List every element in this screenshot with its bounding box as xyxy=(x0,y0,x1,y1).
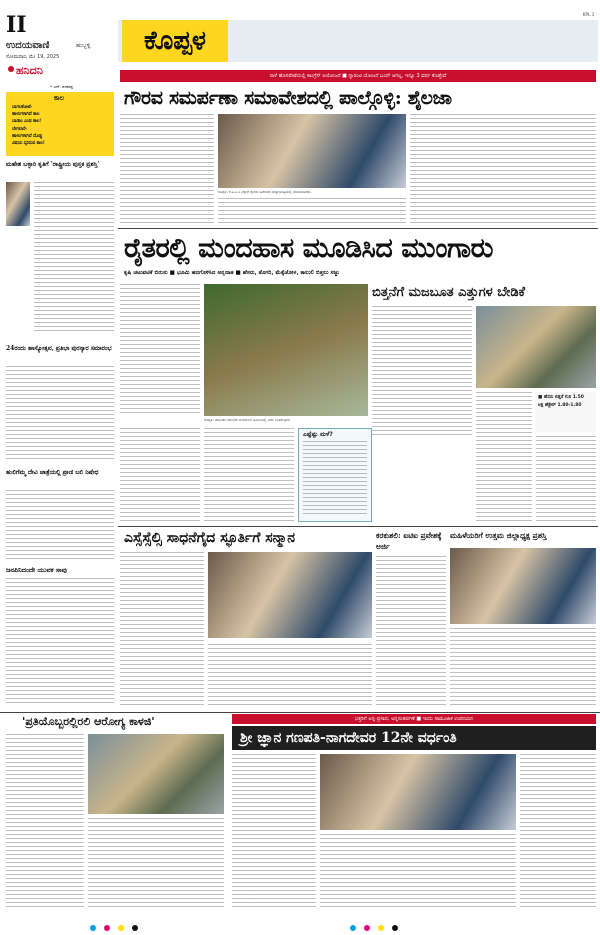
poem-line: ವಿಷಯ ಸ್ಕರಿಸುವ ಕಾಲ! xyxy=(12,141,45,147)
registration-dot xyxy=(350,925,356,931)
main-photo-caption: ಕೊಪ್ಪಳ: ತಾಲೂಕಿನ ಹಲವೆಡೆ ಮಳೆಯಿಂದ ಜಮೀನಿನಲ್ಲಿ ನೀರು ನಿಂತಿರುವುದು. xyxy=(204,418,291,422)
column-word: ಕಾಲ xyxy=(54,94,65,102)
registration-dot xyxy=(364,925,370,931)
health-body xyxy=(6,734,84,910)
seed-box-photo xyxy=(476,306,596,388)
masthead-date: ಸೋಮವಾರ, ಮೇ 19, 2025 xyxy=(6,54,60,60)
lead-body-right xyxy=(410,114,596,226)
awards-photo xyxy=(208,552,372,638)
women-award-photo xyxy=(450,548,596,624)
rain-box-title: ಎಷ್ಟೆಷ್ಟು ಮಳೆ? xyxy=(303,431,333,438)
registration-dot xyxy=(132,925,138,931)
temple-headline: ಶ್ರೀ ಜ್ಞಾನ ಗಣಪತಿ-ನಾಗದೇವರ 12ನೇ ವರ್ಧಂತಿ xyxy=(240,730,457,746)
stats-line: ■ ಹೆಸರು ಬಿತ್ತನೆ ಗುರಿ 1.50 xyxy=(538,395,584,400)
story-photo xyxy=(6,182,30,226)
lead-body-mid xyxy=(218,198,406,226)
registration-marks xyxy=(90,916,141,935)
stats-box xyxy=(536,392,596,432)
top-banner-text: ನಾಳೆ ಹೊಸಪೇಟೆಯಲ್ಲಿ ಕಾಂಗ್ರೆಸ್ ಆಯೋಜನೆ ■ ಗ್ಯಾರಂಟಿ ಯೋಜನೆ ಬಂದ್ ಆಗಲ್ಲ, ಇನ್ನೂ 3 ವರ್ಷ ಕೊಡ್ತೇವೆ xyxy=(269,73,447,79)
temple-banner-text: ಭಕ್ತರಿಗೆ ಅನ್ನ-ಪ್ರಸಾದ, ಅನ್ನಸಂತರ್ಪಣೆ ■ ಇಂದು ಸಾಮೂಹಿಕ ಉಪನಯನ xyxy=(355,716,473,722)
divider xyxy=(118,526,598,527)
poem-line: ಬೇಗಲಾರೆ- xyxy=(12,126,28,132)
seed-box-body-col1 xyxy=(372,306,472,436)
story-body xyxy=(6,366,114,462)
rain-box xyxy=(298,428,372,522)
registration-dot xyxy=(104,925,110,931)
lead-photo-caption: ಕೊಪ್ಪಳ: ಕೆ.ಪಿ.ಸಿ.ಸಿ ವಕ್ತಾರೆ ಶೈಲಜಾ ಹಿರೇಮಠ ಸುದ್ದಿಗೋಷ್ಠಿಯಲ್ಲಿ ಮಾತನಾಡಿದರು. xyxy=(218,190,312,194)
poem-line: ಬಾಗಲಕೋಟೆ- xyxy=(12,105,33,110)
registration-dot xyxy=(378,925,384,931)
story-body xyxy=(34,182,114,332)
left-story-4 xyxy=(6,566,114,706)
lead-body-left xyxy=(120,114,214,224)
awards-body-2 xyxy=(208,644,372,708)
women-award-body xyxy=(450,628,596,708)
main-body-col1 xyxy=(120,284,200,416)
temple-body-1 xyxy=(232,754,316,910)
registration-dot xyxy=(118,925,124,931)
left-story-2 xyxy=(6,344,114,464)
registration-marks xyxy=(350,916,401,935)
poem-lines xyxy=(12,104,108,147)
health-headline: 'ಪ್ರತಿಯೊಬ್ಬರಲ್ಲಿರಲಿ ಆರೋಗ್ಯ ಕಾಳಜಿ' xyxy=(22,715,155,728)
story-headline: ಹುಲಿಗೆಮ್ಮ ದೇವಿ ಜಾತ್ರೆಯಲ್ಲಿ ಪ್ರಾಣಿ ಬಲಿ ನಿಷೇಧ xyxy=(6,469,99,476)
poem-line: ಹಾಳುಗಳಾಗಿವೆ ದೊಡ್ಡ xyxy=(12,133,43,139)
temple-banner xyxy=(232,714,596,724)
page-marker: II xyxy=(6,12,27,38)
column-author: • ಎನ್. ಶಂಕರಪ್ಪ xyxy=(50,84,74,89)
story-headline: ಮಹೇಶ ಬಳ್ಳಾರಿ ಕೃತಿಗೆ 'ರಾಷ್ಟ್ರೀಯ ಪುಸ್ತಕ ಪ್ರಶಸ್ತಿ' xyxy=(6,161,100,168)
temple-headline-bar xyxy=(232,726,596,750)
story-headline: 24ರಂದು ಹಾಸ್ಯೋತ್ಸವ, ಪ್ರತಿಭಾ ಪುರಸ್ಕಾರ ಸಮಾರಂಭ xyxy=(6,345,112,352)
story-headline: ಜನಪಿನಿದಂದೇ ಯುವಕ ಸಾವು xyxy=(6,566,67,574)
main-headline: ರೈತರಲ್ಲಿ ಮಂದಹಾಸ ಮೂಡಿಸಿದ ಮುಂಗಾರು xyxy=(124,233,493,264)
top-banner xyxy=(120,70,596,82)
edition-tag: ಹುಬ್ಬಳ್ಳಿ xyxy=(76,42,91,49)
health-body-2 xyxy=(88,818,224,910)
lead-headline: ಗೌರವ ಸಮರ್ಪಣಾ ಸಮಾವೇಶದಲ್ಲಿ ಪಾಲ್ಗೊಳ್ಳಿ: ಶೈಲಜಾ xyxy=(124,87,452,109)
seed-box-body-col2 xyxy=(476,392,532,522)
lead-photo xyxy=(218,114,406,188)
poem-line: ಹಾಳುಗಳಾಗಿವೆ ಕಾಲ xyxy=(12,112,40,118)
divider xyxy=(118,228,598,229)
women-award-headline: ಮಹಿಳೆಯರಿಗೆ ಉತ್ತಮ ಜಿಲ್ಲಾಧ್ಯಕ್ಷ ಪ್ರಶಸ್ತಿ xyxy=(450,531,547,540)
poem-line: ಬಾಡಾಂ ಎಂಥ ಕಾಲ! xyxy=(12,119,42,125)
karakushi-body xyxy=(376,556,446,708)
story-body xyxy=(6,578,114,704)
divider xyxy=(0,712,600,713)
column-title: ಹನಿದನಿ xyxy=(16,64,43,77)
masthead xyxy=(0,0,600,64)
main-photo xyxy=(204,284,368,416)
seed-box xyxy=(372,284,596,524)
seed-box-body-col3 xyxy=(536,436,596,522)
left-story-1 xyxy=(6,160,114,340)
rain-box-body xyxy=(303,441,367,517)
left-story-3 xyxy=(6,468,114,562)
main-body-col2 xyxy=(120,428,200,524)
temple-body-2 xyxy=(320,834,516,910)
main-subhead: ಕೃಷಿ ಚಟುವಟಿಕೆ ಬಿರುಸು ■ ಭೂಮಿ ಹದಗೊಳಿಸಿದ ಅನ್ನದಾತ ■ ಹೆಸರು, ತೊಗರಿ, ಮೆಕ್ಕೆಜೋಳ, ಕಾಲುಲಿ ಬಿತ್ತಲು ಸಜ್ಜು xyxy=(124,270,340,276)
story-body xyxy=(6,490,114,560)
registration-dot xyxy=(90,925,96,931)
registration-dot xyxy=(392,925,398,931)
temple-body-3 xyxy=(520,754,596,910)
main-body-col3 xyxy=(204,428,294,524)
temple-photo xyxy=(320,754,516,830)
section-title-box xyxy=(122,20,228,62)
hanidani-logo xyxy=(8,66,14,72)
karakushi-headline: ಕರಕುಶಲಿ: ಐಟಿಐ ಪ್ರವೇಶಕ್ಕೆ ಅರ್ಜಿ xyxy=(376,531,442,551)
health-photo xyxy=(88,734,224,814)
awards-headline: ಎಸ್ಸೆಸ್ಸೆಲ್ಸಿ ಸಾಧನೆಗೈದ ಸ್ಫೂರ್ತಿಗೆ ಸನ್ಮಾನ xyxy=(124,530,296,546)
stats-line: ಲಕ್ಷ ಹೆಕ್ಟೇರ್ 1.80-1.80 xyxy=(538,403,582,408)
section-title: ಕೊಪ್ಪಳ xyxy=(143,25,207,56)
page-code: KPL 3 xyxy=(582,12,594,17)
seed-box-headline: ಬಿತ್ತನೆಗೆ ಮಜಬೂತ ಎತ್ತುಗಳ ಬೇಡಿಕೆ xyxy=(372,285,525,300)
awards-body xyxy=(120,552,204,708)
paper-name: ಉದಯವಾಣಿ xyxy=(6,40,50,51)
